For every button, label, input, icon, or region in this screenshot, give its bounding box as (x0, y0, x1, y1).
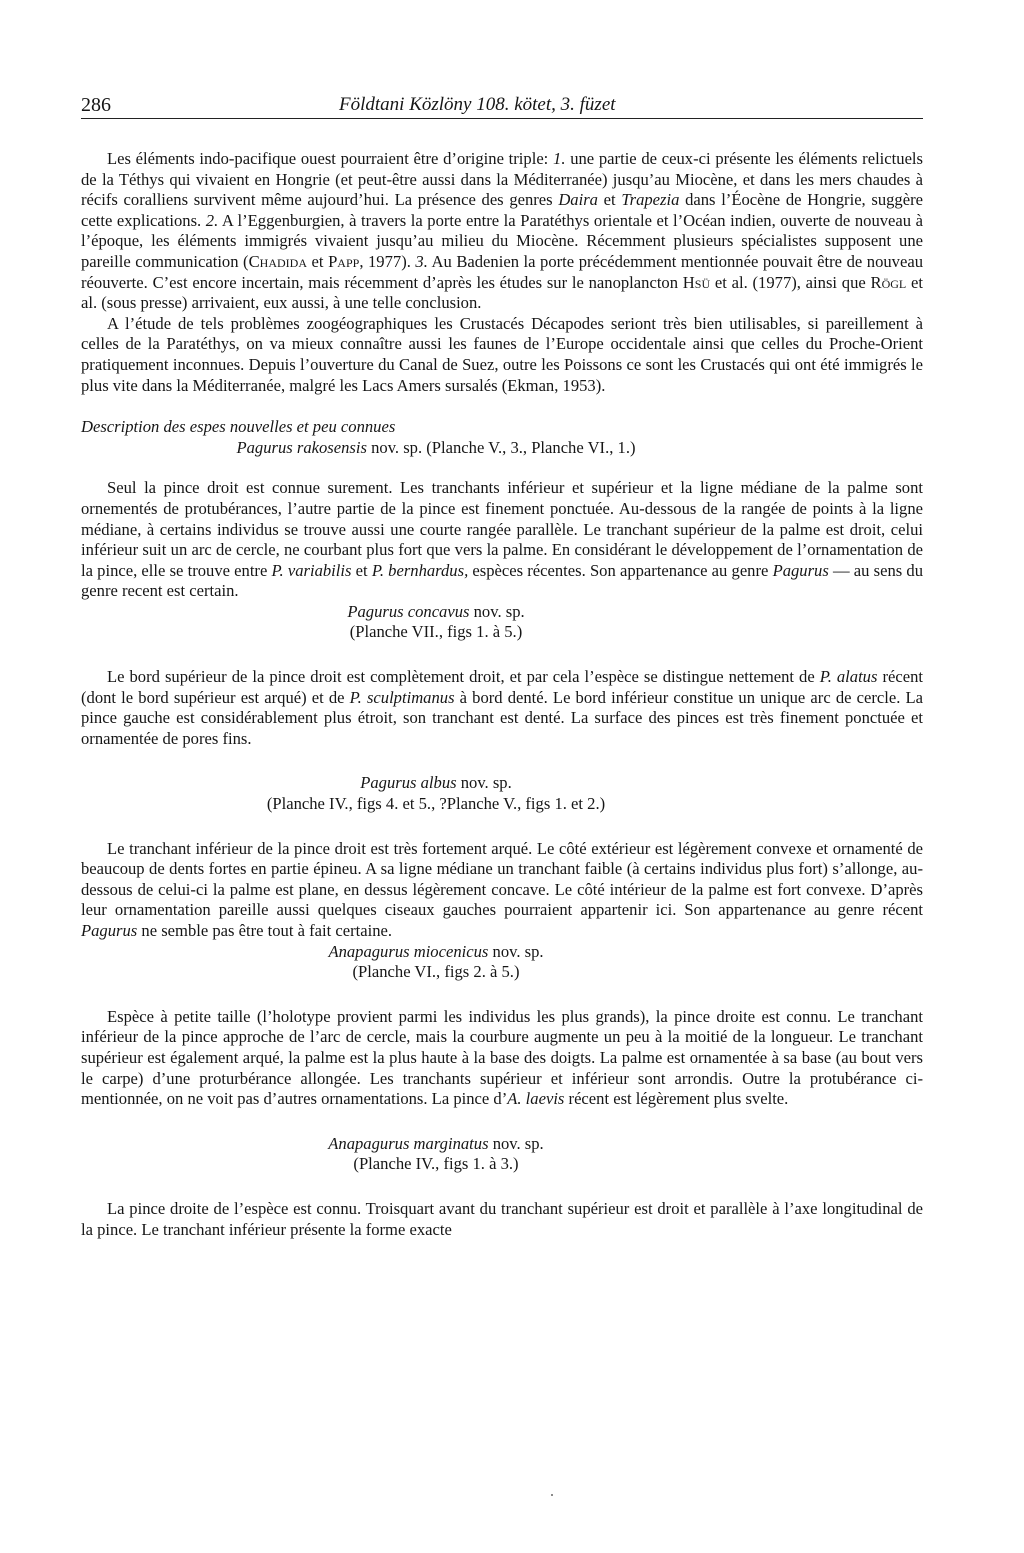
author-papp: Papp (328, 251, 360, 271)
scan-speck (551, 1494, 553, 1496)
intro-paragraph-1: Les éléments indo-pacifique ouest pourraient être d’origine triple: 1. une partie de ceux-ci présente les éléments relictuels de la Téthys qui vivaient en Hongrie (et peut-être aussi dans la Méditerranée) jusqu’au Miocène, et dans les mers chaudes à récifs coralliens survivent même aujourd’hui. La présence des genres Daira et Trapezia dans l’Éocène de Hongrie, suggère cette explications. 2. A l’Eggenburgien, à travers la porte entre la Paratéthys orientale et l’Océan indien, ouverte de nouveau à l’époque, les éléments immigrés vivaient jusqu’au milieu du Miocène. Récemment plusieurs spécialistes supposent une pareille communication (Chadida et Papp, 1977). 3. Au Badenien la porte précédemment mentionnée pouvait être de nouveau réouverte. C’est encore incertain, mais récemment d’après les études sur le nanoplancton Hsü et al. (1977), ainsi que Rögl et al. (sous presse) arrivaient, eux aussi, à une telle conclusion. (81, 149, 924, 313)
plate-reference: (Planche VI., figs 2. à 5.) (352, 962, 520, 982)
plate-reference: (Planche IV., figs 4. et 5., ?Planche V., figs 1. et 2.) (266, 794, 606, 814)
running-header (81, 92, 923, 119)
species-description-anapagurus-miocenicus: Espèce à petite taille (l’holotype provient parmi les individus les plus grands), la pince droite est connu. Le tranchant inférieur de la pince approche de l’arc de cercle, mais la courbure augmente un peu à la moitié de la longueur. Le tranchant supérieur est également arqué, la palme est la plus haute à la base des doigts. La palme est ornamentée à sa base (au bout vers le carpe) d’une proturbérance allongée. Les tranchants supérieur et inférieur sont arrondis. Outre la protubérance ci-mentionnée, on ne voit pas d’autres ornamentations. La pince d’A. laevis récent est légèrement plus svelte. (81, 1006, 923, 1109)
species-description-pagurus-concavus: Le bord supérieur de la pince droit est complètement droit, et par cela l’espèce se distingue nettement de P. alatus récent (dont le bord supérieur est arqué) et de P. sculptimanus à bord denté. Le bord inférieur constitue un unique arc de cercle. La pince gauche est considérablement plus étroit, son tranchant est denté. La surface des pinces est très finement ponctuée et ornamentée de pores fins. (81, 667, 923, 748)
plate-reference: (Planche IV., figs 1. à 3.) (353, 1154, 519, 1174)
section-heading: Description des espes nouvelles et peu connues (81, 417, 396, 437)
author-chadida: Chadida (248, 251, 307, 271)
species-description-anapagurus-marginatus: La pince droite de l’espèce est connu. Troisquart avant du tranchant supérieur est droit et parallèle à l’axe longitudinal de la pince. Le tranchant inférieur présente la forme exacte (81, 1198, 923, 1239)
author-hsu: Hsü (682, 272, 711, 292)
genus-daira: Daira (558, 190, 598, 210)
page (81, 92, 923, 1240)
plate-reference: (Planche VII., figs 1. à 5.) (349, 622, 523, 642)
species-heading-pagurus-rakosensis: Pagurus rakosensis nov. sp. (Planche V., 3., Planche VI., 1.) (236, 437, 636, 457)
species-description-pagurus-rakosensis: Seul la pince droit est connue surement. Les tranchants inférieur et supérieur et la ligne médiane de la palme sont ornementés de protubérances, l’autre partie de la pince est finement ponctuée. Au-dessous de la rangée de points à la ligne médiane, à certains individus se trouve aussi une courte rangée parallèle. Le tranchant supérieur de la palme est droit, celui inférieur suit un arc de cercle, ne courbant plus fort que vers la palme. En considérant le développement de l’ornamentation de la pince, elle se trouve entre P. variabilis et P. bernhardus, espèces récentes. Son appartenance au genre Pagurus — au sens du genre recent est certain. (81, 478, 923, 601)
species-heading-pagurus-albus: Pagurus albus nov. sp. (Planche IV., figs 4. et 5., ?Planche V., figs 1. et 2.) (221, 773, 651, 814)
species-heading-anapagurus-marginatus: Anapagurus marginatus nov. sp. (Planche IV., figs 1. à 3.) (221, 1134, 651, 1175)
genus-trapezia: Trapezia (621, 190, 680, 210)
journal-running-title: Földtani Közlöny 108. kötet, 3. füzet (339, 94, 616, 115)
species-description-pagurus-albus: Le tranchant inférieur de la pince droit est très fortement arqué. Le côté extérieur est légèrement convexe et ornamenté de beaucoup de dents fortes en partie épineu. A sa ligne médiane un tranchant faible (à certains individus plus fort) s’allonge, au-dessous de celui-ci la palme est plane, en dessus légèrement concave. Le côté intérieur de la palme est fort convexe. D’après leur ornamentation pareille aussi quelques ciseaux gauches pourraient appartenir ici. Son appartenance au genre récent Pagurus ne semble pas être tout à fait certaine. (81, 838, 923, 940)
page-number: 286 (81, 94, 111, 116)
species-heading-anapagurus-miocenicus: Anapagurus miocenicus nov. sp. (Planche VI., figs 2. à 5.) (221, 942, 651, 983)
article-body (81, 149, 923, 1240)
intro-paragraph-2: A l’étude de tels problèmes zoogéographiques les Crustacés Décapodes seriont très bien utilisables, si pareillement à celles de la Paratéthys, on va mieux connaître aussi les faunes de l’Europe occidentale ainsi que celles du Proche-Orient pratiquement inconnues. Depuis l’ouverture du Canal de Suez, outre les Poissons ce sont les Crustacés qui ont été immigrés le plus vite dans la Méditerranée, malgré les Lacs Amers sursalés (Ekman, 1953). (81, 313, 923, 395)
author-rogl: Rögl (870, 272, 907, 292)
species-heading-pagurus-concavus: Pagurus concavus nov. sp. (Planche VII., figs 1. à 5.) (221, 602, 651, 643)
